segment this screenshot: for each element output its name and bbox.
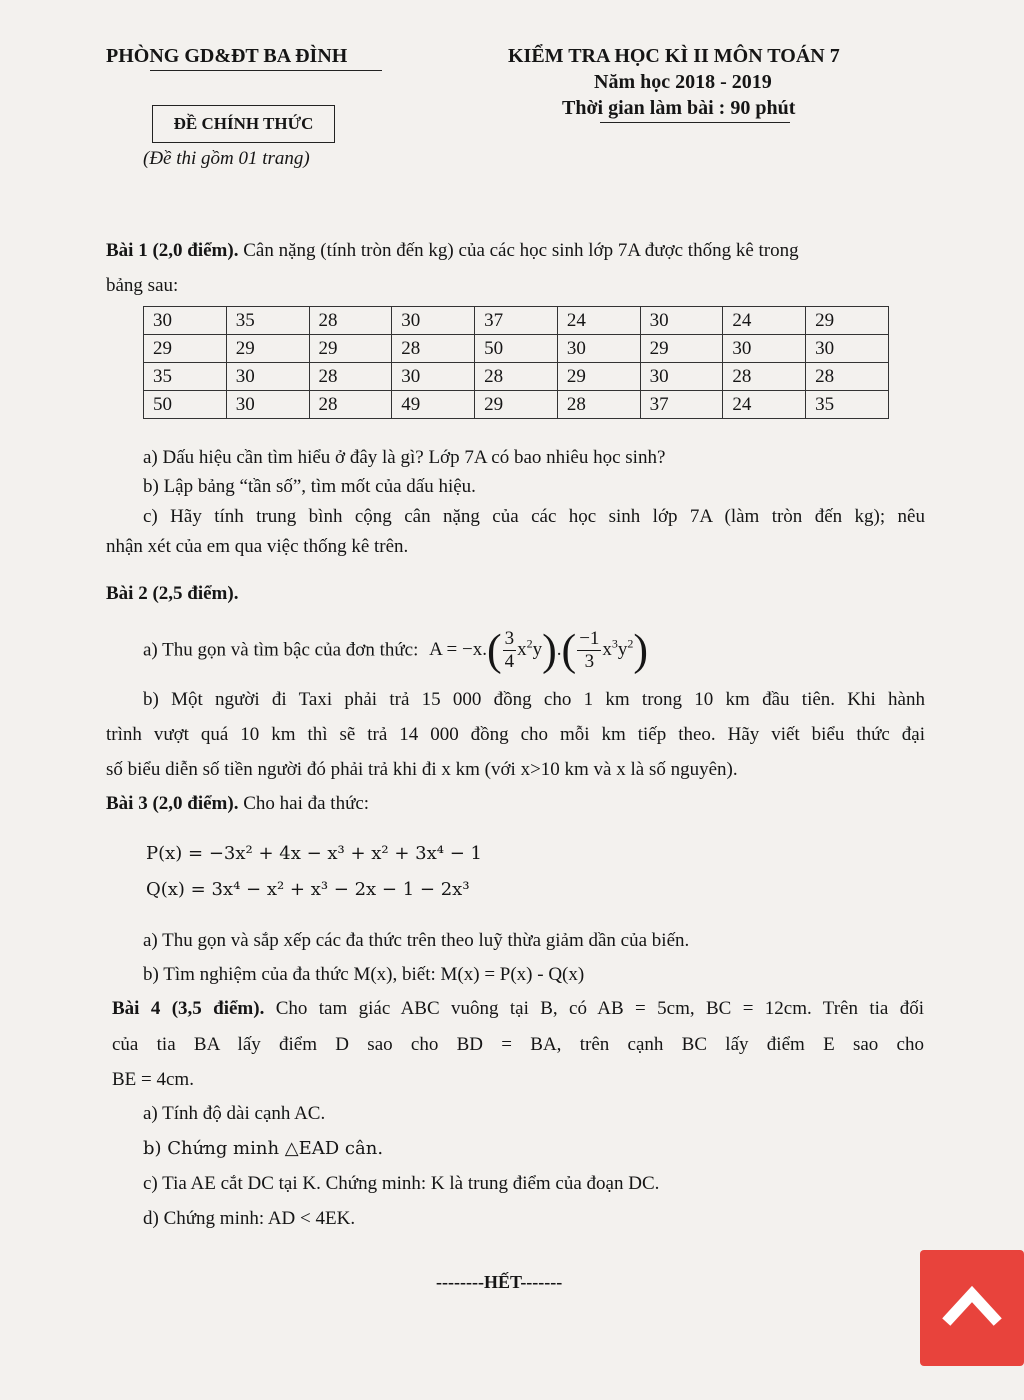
bai3-intro <box>106 790 369 818</box>
table-cell: 30 <box>640 307 723 335</box>
left-paren-2: ( <box>561 625 577 675</box>
table-cell: 28 <box>557 391 640 419</box>
bai4-intro-line1 <box>112 995 924 1023</box>
table-cell: 29 <box>226 335 309 363</box>
bai4-question-a: a) Tính độ dài cạnh AC. <box>143 1103 326 1124</box>
table-row <box>144 363 889 391</box>
table-cell: 30 <box>640 363 723 391</box>
fraction-1-den: 4 <box>504 651 515 673</box>
table-cell: 28 <box>475 363 558 391</box>
bai4-question-c: c) Tia AE cắt DC tại K. Chứng minh: K là trung điểm của đoạn DC. <box>143 1173 660 1194</box>
table-cell: 29 <box>475 391 558 419</box>
fraction-2-tail: x <box>602 639 612 661</box>
table-cell: 24 <box>557 307 640 335</box>
official-exam-label: ĐỀ CHÍNH THỨC <box>152 105 335 143</box>
table-cell: 28 <box>806 363 889 391</box>
school-year: Năm học 2018 - 2019 <box>594 71 772 93</box>
polynomial-Q: Q(x) = 3x⁴ − x² + x³ − 2x − 1 − 2x³ <box>146 879 470 900</box>
chevron-up-icon <box>920 1250 1024 1366</box>
bai1-question-a: a) Dấu hiệu cần tìm hiểu ở đây là gì? Lớp 7A có bao nhiêu học sinh? <box>143 447 666 468</box>
bai1-text-line2: bảng sau: <box>106 275 179 296</box>
table-cell: 30 <box>392 307 475 335</box>
fraction-2-den: 3 <box>584 651 595 673</box>
bai4-question-b: b) Chứng minh △EAD cân. <box>143 1138 384 1159</box>
table-cell: 28 <box>392 335 475 363</box>
bai4-question-d: d) Chứng minh: AD < 4EK. <box>143 1208 356 1229</box>
table-cell: 30 <box>392 363 475 391</box>
bai2-heading: Bài 2 (2,5 điểm). <box>106 583 239 604</box>
table-cell: 30 <box>226 363 309 391</box>
table-row <box>144 391 889 419</box>
table-cell: 30 <box>226 391 309 419</box>
bai3-heading: Bài 3 (2,0 điểm). <box>106 793 239 814</box>
table-cell: 30 <box>806 335 889 363</box>
bai2-question-a <box>143 616 648 678</box>
bai3-question-b: b) Tìm nghiệm của đa thức M(x), biết: M(x) = P(x) - Q(x) <box>143 964 585 985</box>
table-cell: 29 <box>806 307 889 335</box>
table-cell: 49 <box>392 391 475 419</box>
table-cell: 30 <box>144 307 227 335</box>
table-cell: 30 <box>557 335 640 363</box>
fraction-2 <box>577 628 601 673</box>
table-row <box>144 307 889 335</box>
bai3-intro-text: Cho hai đa thức: <box>238 793 370 814</box>
bai2-question-b-line3: số biểu diễn số tiền người đó phải trả khi đi x km (với x>10 km và x là số nguyên). <box>106 759 738 780</box>
table-cell: 29 <box>144 335 227 363</box>
bai1-question-c-line2: nhận xét của em qua việc thống kê trên. <box>106 536 409 557</box>
exam-title: KIỂM TRA HỌC KÌ II MÔN TOÁN 7 <box>508 45 840 67</box>
table-cell: 29 <box>309 335 392 363</box>
left-paren: ( <box>486 625 502 675</box>
table-cell: 24 <box>723 307 806 335</box>
right-paren-2: ) <box>633 625 649 675</box>
exam-duration: Thời gian làm bài : 90 phút <box>562 97 796 119</box>
table-cell: 37 <box>475 307 558 335</box>
department-underline <box>150 70 382 71</box>
fraction-2-num: −1 <box>579 628 600 650</box>
table-cell: 30 <box>723 335 806 363</box>
expr-prefix: A = −x. <box>429 639 487 661</box>
bai1-heading: Bài 1 (2,0 điểm). <box>106 240 239 261</box>
bai2-question-b-line1: b) Một người đi Taxi phải trả 15 000 đồng cho 1 km trong 10 km đầu tiên. Khi hành <box>143 689 925 710</box>
table-cell: 28 <box>723 363 806 391</box>
table-cell: 37 <box>640 391 723 419</box>
table-cell: 24 <box>723 391 806 419</box>
bai2-a-text: a) Thu gọn và tìm bậc của đơn thức: <box>143 639 419 661</box>
weights-table <box>143 306 889 419</box>
table-cell: 35 <box>806 391 889 419</box>
bai1-question-c-line1: c) Hãy tính trung bình cộng cân nặng của các học sinh lớp 7A (làm tròn đến kg); nêu <box>143 506 925 527</box>
table-cell: 28 <box>309 307 392 335</box>
department-name: PHÒNG GD&ĐT BA ĐÌNH <box>106 45 348 67</box>
bai4-line2: của tia BA lấy điểm D sao cho BD = BA, trên cạnh BC lấy điểm E sao cho <box>112 1034 924 1055</box>
fraction-1 <box>503 628 517 673</box>
bai4-heading: Bài 4 (3,5 điểm). <box>112 998 265 1019</box>
page-count-note: (Đề thi gồm 01 trang) <box>143 148 310 169</box>
fraction-1-num: 3 <box>504 628 515 650</box>
table-row <box>144 335 889 363</box>
bai4-line3: BE = 4cm. <box>112 1069 194 1090</box>
table-cell: 35 <box>226 307 309 335</box>
right-paren: ) <box>542 625 557 675</box>
table-cell: 35 <box>144 363 227 391</box>
duration-underline <box>600 122 790 123</box>
bai1-text-line1: Cân nặng (tính tròn đến kg) của các học sinh lớp 7A được thống kê trong <box>238 240 799 261</box>
fraction-1-tail: x <box>517 639 527 661</box>
monomial-expression: A = −x.( $\frac{3}{4}$ $x^2y$).( $\frac{-1}{3}$ $x^3y^2$) <box>429 625 649 675</box>
bai3-question-a: a) Thu gọn và sắp xếp các đa thức trên theo luỹ thừa giảm dần của biến. <box>143 930 690 951</box>
bai2-question-b-line2: trình vượt quá 10 km thì sẽ trả 14 000 đồng cho mỗi km tiếp theo. Hãy viết biểu thức đại <box>106 724 925 745</box>
end-mark: --------HẾT------- <box>436 1272 563 1292</box>
table-cell: 29 <box>557 363 640 391</box>
table-cell: 28 <box>309 363 392 391</box>
scroll-to-top-button[interactable] <box>920 1250 1024 1366</box>
table-cell: 50 <box>475 335 558 363</box>
table-cell: 28 <box>309 391 392 419</box>
bai4-line1: Cho tam giác ABC vuông tại B, có AB = 5cm, BC = 12cm. Trên tia đối <box>264 998 924 1019</box>
bai1-question-b: b) Lập bảng “tần số”, tìm mốt của dấu hiệu. <box>143 476 476 497</box>
bai1-intro <box>106 237 926 265</box>
table-cell: 50 <box>144 391 227 419</box>
table-cell: 29 <box>640 335 723 363</box>
polynomial-P: P(x) = −3x² + 4x − x³ + x² + 3x⁴ − 1 <box>146 843 482 864</box>
